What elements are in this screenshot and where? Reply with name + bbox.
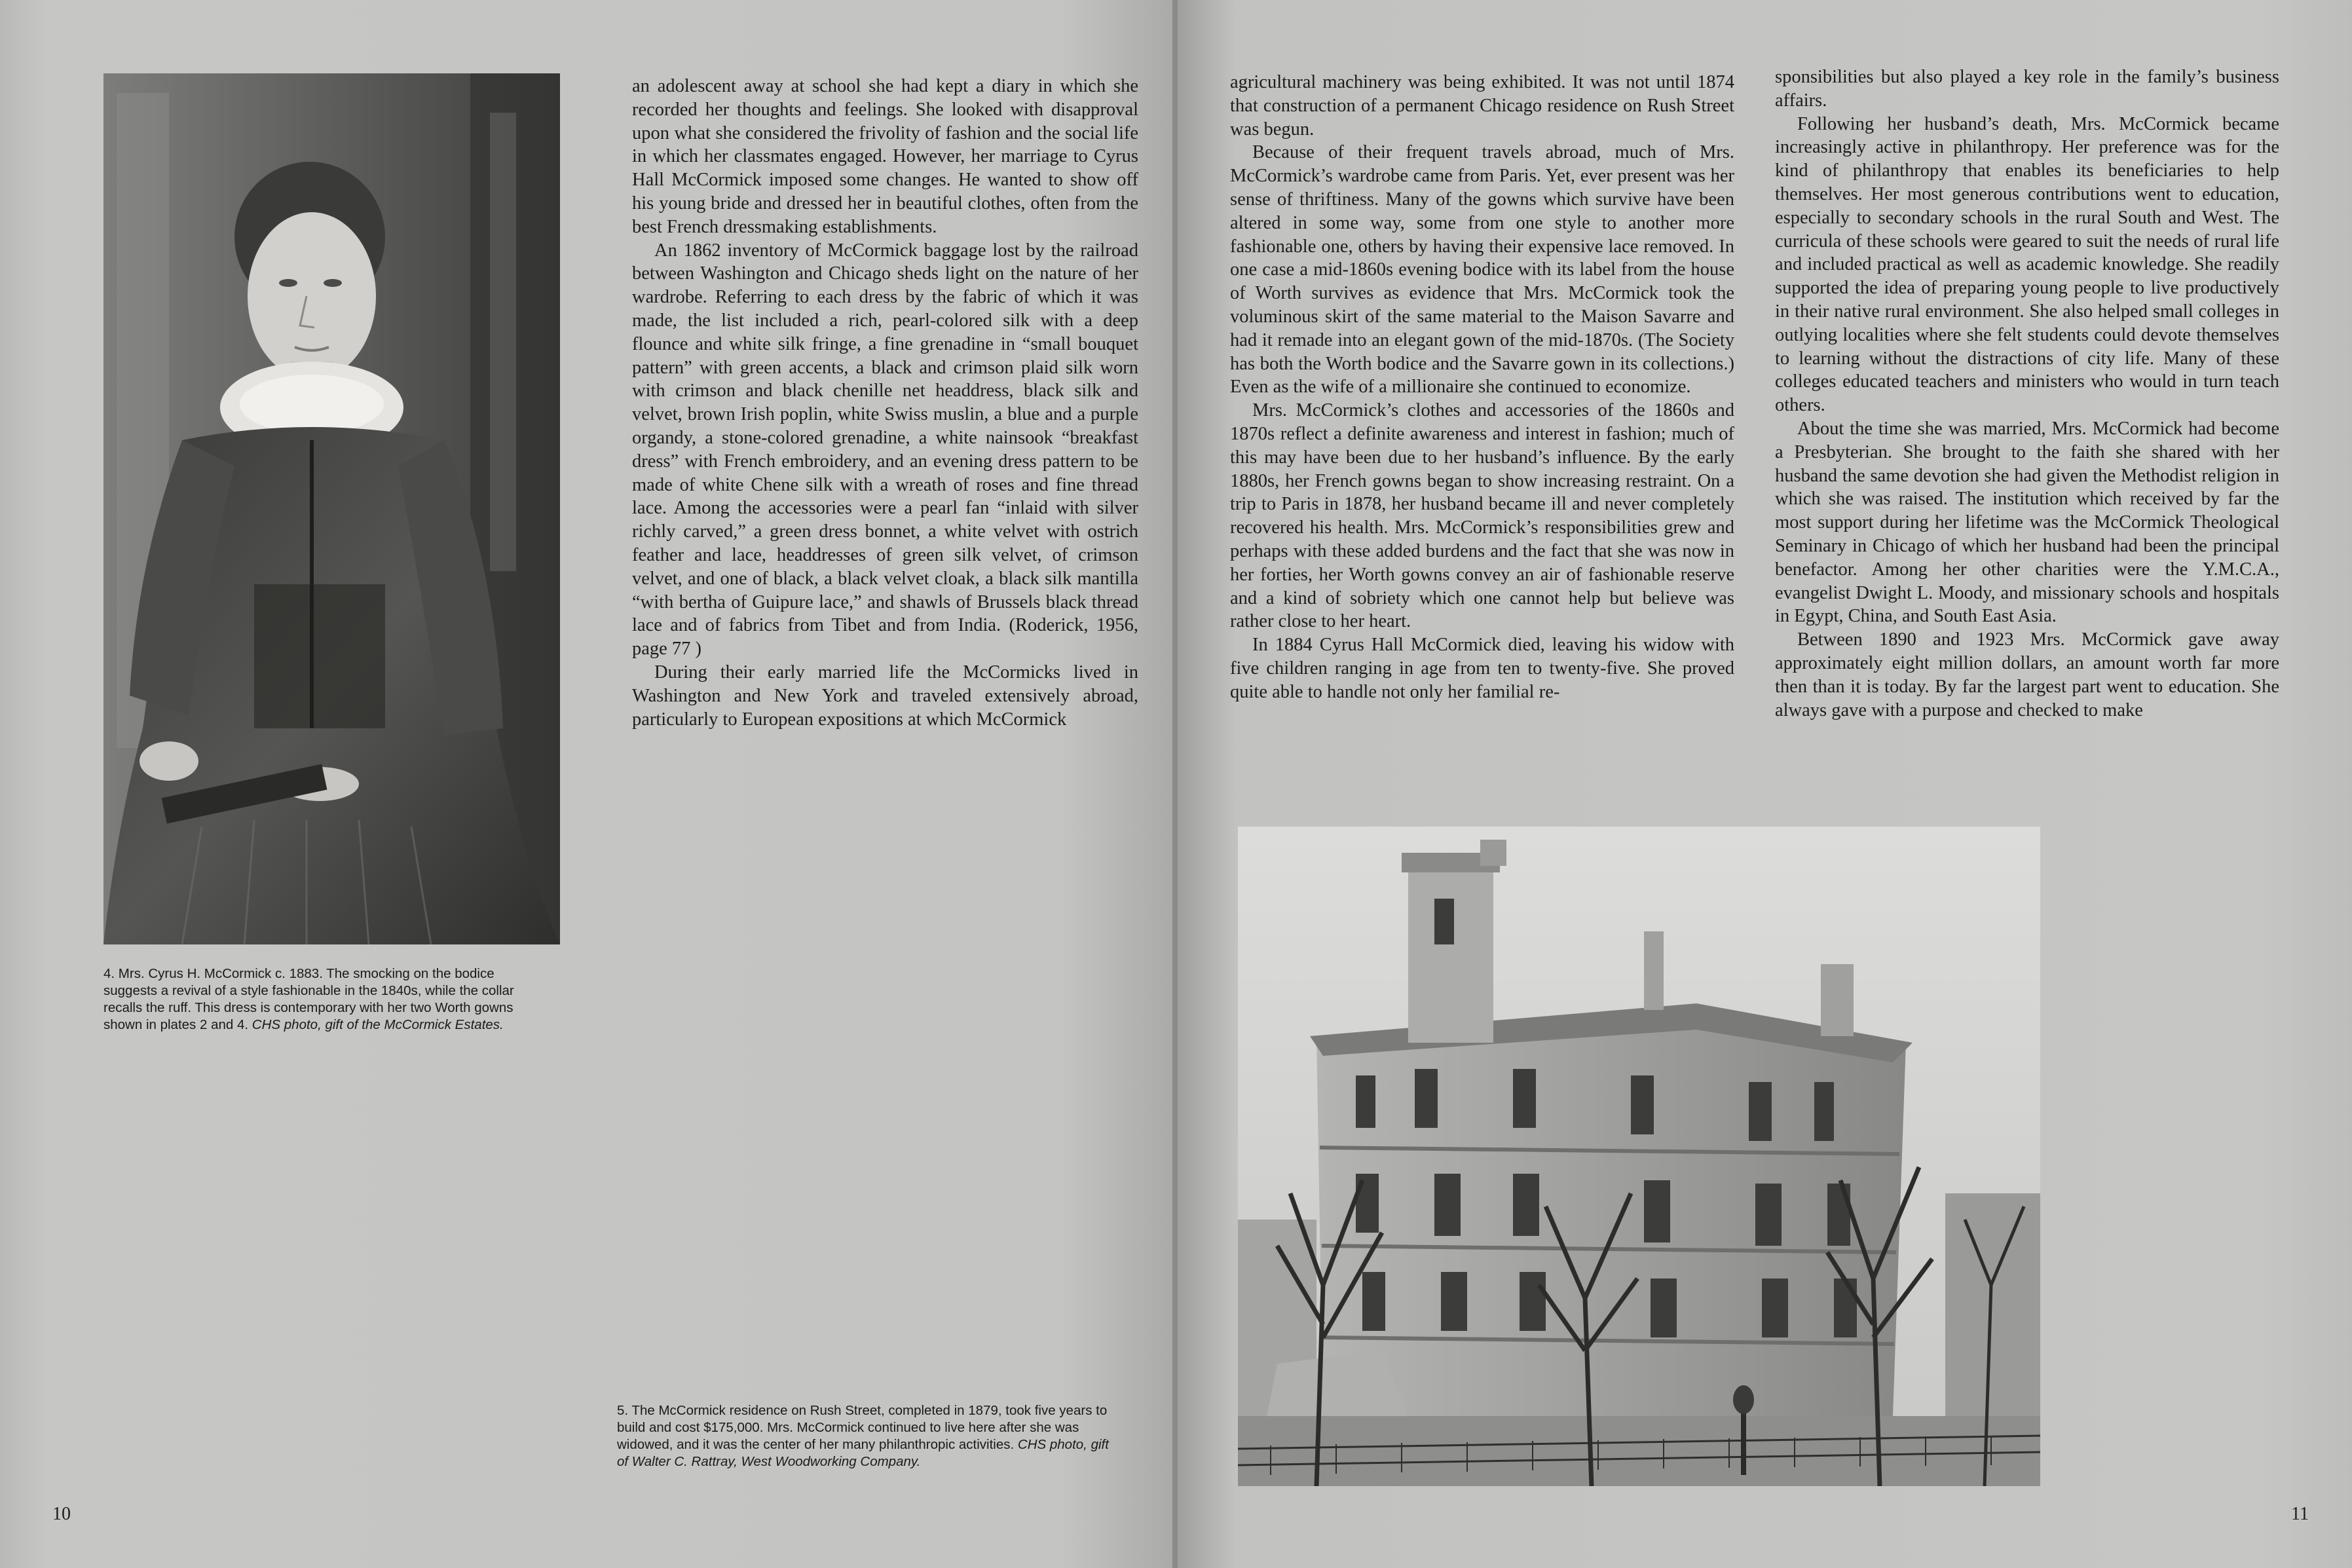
paragraph: an adolescent away at school she had kept a diary in which she recorded her thoughts and feelings. She looked with disapproval upon what she considered the frivolity of fashion and the social life in which her classmates engaged. However, her marriage to Cyrus Hall McCormick imposed some changes. He wanted to show off his young bride and dressed her in beautiful clothes, often from the best French dressmaking establishments. xyxy=(632,76,1138,237)
caption-credit: CHS photo, gift of Walter C. Rattray, West Woodworking Company. xyxy=(617,1437,1109,1469)
paragraph: Mrs. McCormick’s clothes and accessories of the 1860s and 1870s reflect a definite awareness and interest in fashion; much of this may have been due to her husband’s influence. By the early 1880s, her French gowns began to show increasing restraint. On a trip to Paris in 1878, her husband became ill and never completely recovered his health. Mrs. McCormick’s responsibilities grew and perhaps with these added burdens and the fact that she was now in her forties, her Worth gowns convey an air of fashionable reserve and a kind of sobriety which one cannot help but believe was rather close to her heart. xyxy=(1230,400,1734,632)
caption-credit: CHS photo, gift of the McCormick Estates. xyxy=(252,1017,504,1032)
caption-plate-4 xyxy=(103,965,549,1034)
paragraph: Because of their frequent travels abroad, much of Mrs. McCormick’s wardrobe came from Paris. Yet, ever present was her sense of thriftiness. Many of the gowns which survive have been altered in some way, some from one style to another more fashionable one, others by having their expensive lace removed. In one case a mid-1860s evening bodice with its label from the house of Worth survives as evidence that Mrs. McCormick took the voluminous skirt of the same material to the Maison Savarre and had it remade into an elegant gown of the mid-1870s. (The Society has both the Worth bodice and the Savarre gown in its collections.) Even as the wife of a millionaire she continued to economize. xyxy=(1230,142,1734,398)
caption-plate-5 xyxy=(617,1402,1120,1470)
paragraph: In 1884 Cyrus Hall McCormick died, leaving his widow with five children ranging in age from ten to twenty-five. She proved quite able to handle not only her familial re- xyxy=(1230,635,1734,702)
residence-photo xyxy=(1238,827,2040,1486)
right-text-column-2 xyxy=(1775,65,2279,722)
paragraph: An 1862 inventory of McCormick baggage lost by the railroad between Washington and Chicago sheds light on the nature of her wardrobe. Referring to each dress by the fabric of which it was made, the list included a rich, pearl-colored silk with a deep flounce and white silk fringe, a fine grenadine in “small bouquet pattern” with green accents, a black and crimson plaid silk worn with crimson and black chenille net headdress, black silk and velvet, brown Irish poplin, white Swiss muslin, a blue and a purple organdy, a stone-colored grenadine, a white nainsook “breakfast dress” with French embroidery, and an evening dress pattern to be made of white Chene silk with a wreath of roses and fine thread lace. Among the accessories were a pearl fan “inlaid with silver richly carved,” a green dress bonnet, a white velvet with ostrich feather and lace, headdresses of green silk velvet, of crimson velvet, and one of black, a black velvet cloak, a black silk mantilla “with bertha of Guipure lace,” and shawls of Brussels black thread lace and of fabrics from Tibet and from India. (Roderick, 1956, page 77 ) xyxy=(632,240,1138,660)
portrait-image xyxy=(103,73,560,944)
caption-text: 4. Mrs. Cyrus H. McCormick c. 1883. The smocking on the bodice suggests a revival of a style fashionable in the 1840s, while the collar recalls the ruff. This dress is contemporary with her two Worth gowns shown in plates 2 and 4. xyxy=(103,966,514,1032)
paragraph: agricultural machinery was being exhibited. It was not until 1874 that construction of a permanent Chicago residence on Rush Street was begun. xyxy=(1230,72,1734,140)
residence-image xyxy=(1238,827,2040,1486)
left-text-column xyxy=(632,75,1138,731)
paragraph: During their early married life the McCormicks lived in Washington and New York and traveled extensively abroad, particularly to European expositions at which McCormick xyxy=(632,662,1138,730)
portrait-photo xyxy=(103,73,560,944)
paragraph: Following her husband’s death, Mrs. McCormick became increasingly active in philanthropy. Her preference was for the kind of philanthropy that enables its beneficiaries to help themselves. Her most generous contributions went to education, especially to secondary schools in the rural South and West. The curricula of these schools were geared to suit the needs of rural life and included practical as well as academic knowledge. She readily supported the idea of preparing young people to live productively in their native rural environment. She also helped small colleges in outlying localities where she felt students could devote themselves to learning without the distractions of city life. Many of these colleges educated teachers and ministers who would in turn teach others. xyxy=(1775,113,2279,416)
page-number: 11 xyxy=(2291,1504,2309,1524)
right-page xyxy=(1178,0,2352,1568)
paragraph: About the time she was married, Mrs. McCormick had become a Presbyterian. She brought to the faith she shared with her husband the same devotion she had given the Methodist religion in which she was raised. The institution which received by far the most support during her lifetime was the McCormick Theological Seminary in Chicago of which her husband had been the principal benefactor. Among her other charities were the Y.M.C.A., evangelist Dwight L. Moody, and missionary schools and hospitals in Egypt, China, and South East Asia. xyxy=(1775,418,2279,627)
page-number: 10 xyxy=(52,1504,71,1524)
caption-text: 5. The McCormick residence on Rush Street, completed in 1879, took five years to build and cost $175,000. Mrs. McCormick continued to live here after she was widowed, and it was the center of her many philanthropic activities. xyxy=(617,1403,1108,1452)
paragraph: Between 1890 and 1923 Mrs. McCormick gave away approximately eight million dollars, an amount worth far more then than it is today. By far the largest part went to education. She always gave with a purpose and checked to make xyxy=(1775,629,2279,720)
paragraph: sponsibilities but also played a key role in the family’s business affairs. xyxy=(1775,67,2279,111)
right-text-column-1 xyxy=(1230,71,1734,704)
